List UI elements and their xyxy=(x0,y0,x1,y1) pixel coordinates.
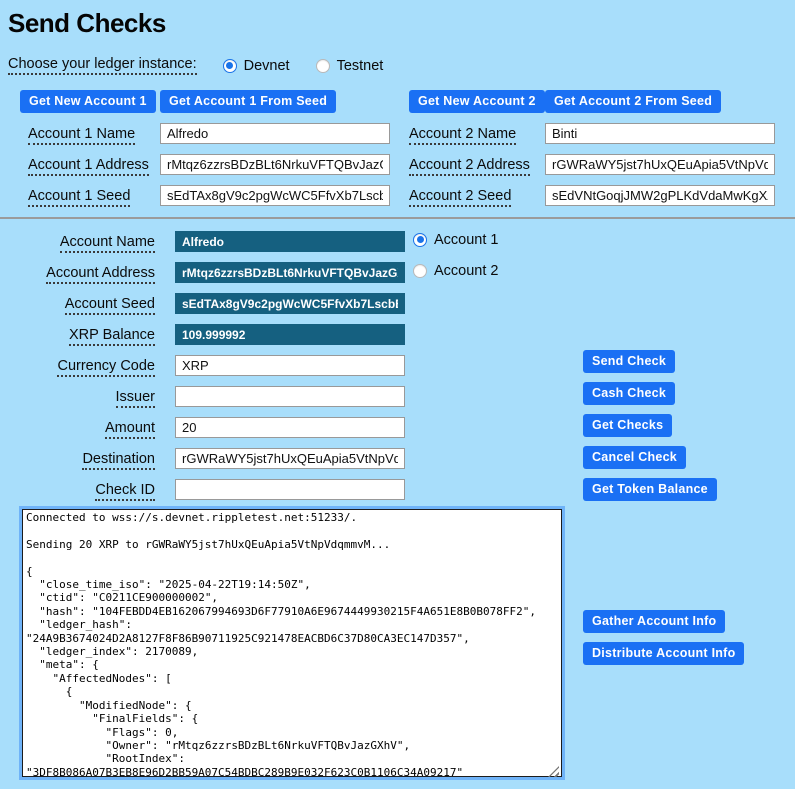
account2-address-input[interactable] xyxy=(545,154,775,175)
send-check-button[interactable]: Send Check xyxy=(583,350,675,373)
account2-radio-label: Account 2 xyxy=(434,262,499,279)
account-seed-label: Account Seed xyxy=(65,296,155,315)
issuer-input[interactable] xyxy=(175,386,405,407)
gather-account-info-button[interactable]: Gather Account Info xyxy=(583,610,725,633)
xrp-balance-field[interactable] xyxy=(175,324,405,345)
account1-address-label: Account 1 Address xyxy=(28,157,149,176)
account-name-label: Account Name xyxy=(60,234,155,253)
account-address-field[interactable] xyxy=(175,262,405,283)
account2-seed-label: Account 2 Seed xyxy=(409,188,511,207)
accounts-grid xyxy=(20,90,795,206)
account1-seed-input[interactable] xyxy=(160,185,390,206)
ledger-instance-row xyxy=(8,56,795,75)
testnet-radio-label: Testnet xyxy=(336,57,384,74)
testnet-radio-option[interactable] xyxy=(316,58,384,74)
account2-seed-input[interactable] xyxy=(545,185,775,206)
cancel-check-button[interactable]: Cancel Check xyxy=(583,446,686,469)
currency-code-input[interactable] xyxy=(175,355,405,376)
section-divider xyxy=(0,217,795,219)
results-area xyxy=(22,509,562,782)
account1-name-input[interactable] xyxy=(160,123,390,144)
account-address-label: Account Address xyxy=(46,265,155,284)
account2-name-label: Account 2 Name xyxy=(409,126,516,145)
account2-radio-icon[interactable] xyxy=(413,264,427,278)
get-token-balance-button[interactable]: Get Token Balance xyxy=(583,478,717,501)
account2-radio-option[interactable] xyxy=(413,263,499,279)
currency-code-label: Currency Code xyxy=(57,358,155,377)
check-actions-column xyxy=(583,350,717,501)
get-new-account2-button[interactable]: Get New Account 2 xyxy=(409,90,545,113)
issuer-label: Issuer xyxy=(116,389,156,408)
cash-check-button[interactable]: Cash Check xyxy=(583,382,675,405)
account1-address-input[interactable] xyxy=(160,154,390,175)
account1-seed-label: Account 1 Seed xyxy=(28,188,130,207)
testnet-radio-icon[interactable] xyxy=(316,59,330,73)
destination-label: Destination xyxy=(82,451,155,470)
ledger-instance-label: Choose your ledger instance: xyxy=(8,56,197,75)
account1-radio-icon[interactable] xyxy=(413,233,427,247)
amount-label: Amount xyxy=(105,420,155,439)
destination-input[interactable] xyxy=(175,448,405,469)
get-new-account1-button[interactable]: Get New Account 1 xyxy=(20,90,156,113)
account-info-actions-column xyxy=(583,610,744,665)
devnet-radio-option[interactable] xyxy=(223,58,290,74)
get-account1-from-seed-button[interactable]: Get Account 1 From Seed xyxy=(160,90,336,113)
devnet-radio-label: Devnet xyxy=(243,57,290,74)
devnet-radio-icon[interactable] xyxy=(223,59,237,73)
account2-name-input[interactable] xyxy=(545,123,775,144)
account1-name-label: Account 1 Name xyxy=(28,126,135,145)
get-account2-from-seed-button[interactable]: Get Account 2 From Seed xyxy=(545,90,721,113)
distribute-account-info-button[interactable]: Distribute Account Info xyxy=(583,642,744,665)
results-textarea[interactable] xyxy=(22,509,562,777)
amount-input[interactable] xyxy=(175,417,405,438)
page-title: Send Checks xyxy=(8,8,166,38)
xrp-balance-label: XRP Balance xyxy=(69,327,155,346)
check-id-label: Check ID xyxy=(95,482,155,501)
account1-radio-option[interactable] xyxy=(413,232,499,248)
account2-address-label: Account 2 Address xyxy=(409,157,530,176)
get-checks-button[interactable]: Get Checks xyxy=(583,414,672,437)
account-seed-field[interactable] xyxy=(175,293,405,314)
check-id-input[interactable] xyxy=(175,479,405,500)
account1-radio-label: Account 1 xyxy=(434,231,499,248)
account-name-field[interactable] xyxy=(175,231,405,252)
